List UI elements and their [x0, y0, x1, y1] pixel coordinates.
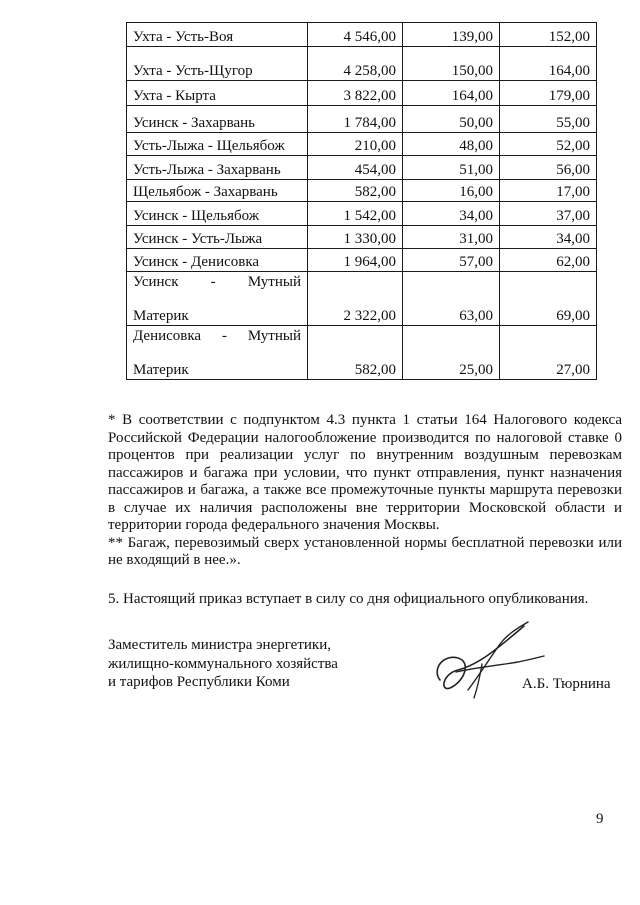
- distance-cell: 210,00: [308, 133, 403, 156]
- fare2-cell: 27,00: [500, 326, 597, 380]
- route-cell: Щельябож - Захарвань: [127, 180, 308, 202]
- fare2-cell: 69,00: [500, 272, 597, 326]
- fare2-cell: 37,00: [500, 202, 597, 226]
- position-line-3: и тарифов Республики Коми: [108, 674, 290, 690]
- footnote-baggage: ** Багаж, перевозимый сверх установленной нормы бесплатной перевозки или не входящий в нее.».: [108, 534, 622, 568]
- fare1-cell: 139,00: [403, 23, 500, 47]
- distance-cell: 2 322,00: [308, 272, 403, 326]
- table-row: [127, 180, 597, 202]
- route-cell: Усинск - Усть-Лыжа: [127, 226, 308, 249]
- table-row: [127, 326, 597, 380]
- signer-name: А.Б. Тюрнина: [522, 676, 611, 692]
- position-line-2: жилищно-коммунального хозяйства: [108, 655, 338, 672]
- fare2-cell: 52,00: [500, 133, 597, 156]
- table-row: [127, 249, 597, 272]
- fare-table: [126, 22, 597, 380]
- footnotes: [108, 412, 622, 570]
- route-line-2: Материк: [133, 308, 189, 324]
- fare2-cell: 17,00: [500, 180, 597, 202]
- fare2-cell: 34,00: [500, 226, 597, 249]
- fare2-cell: 152,00: [500, 23, 597, 47]
- fare1-cell: 31,00: [403, 226, 500, 249]
- fare1-cell: 50,00: [403, 106, 500, 133]
- distance-cell: 4 258,00: [308, 47, 403, 81]
- table-row: [127, 106, 597, 133]
- route-cell: Усть-Лыжа - Захарвань: [127, 156, 308, 180]
- signatory-position: [108, 636, 338, 692]
- route-cell: Усть-Лыжа - Щельябож: [127, 133, 308, 156]
- route-cell: Ухта - Усть-Щугор: [127, 47, 308, 81]
- fare2-cell: 55,00: [500, 106, 597, 133]
- table-row: [127, 272, 597, 326]
- fare1-cell: 150,00: [403, 47, 500, 81]
- table-row: [127, 23, 597, 47]
- fare1-cell: 164,00: [403, 81, 500, 106]
- footnote-vat: * В соответствии с подпунктом 4.3 пункта 1 статьи 164 Налогового кодекса Российской Федерации налогообложение производится по налоговой ставке 0 процентов при реализации услуг по внутренним воздушным перевозкам пассажиров и багажа при условии, что пункт отправления, пункт назначения пассажиров и багажа, а также все промежуточные пункты маршрута перевозки в случае их наличия расположены вне территории Московской области и территории города федерального значения Москвы.: [108, 412, 622, 533]
- page-number: 9: [596, 811, 604, 827]
- route-cell: Усинск - Захарвань: [127, 106, 308, 133]
- fare2-cell: 164,00: [500, 47, 597, 81]
- fare1-cell: 57,00: [403, 249, 500, 272]
- distance-cell: 582,00: [308, 326, 403, 380]
- distance-cell: 1 542,00: [308, 202, 403, 226]
- fare1-cell: 16,00: [403, 180, 500, 202]
- fare1-cell: 25,00: [403, 326, 500, 380]
- fare1-cell: 48,00: [403, 133, 500, 156]
- route-line-2: Материк: [133, 362, 189, 378]
- route-line-1: Денисовка - Мутный: [133, 328, 301, 344]
- distance-cell: 1 964,00: [308, 249, 403, 272]
- route-cell: Ухта - Усть-Воя: [127, 23, 308, 47]
- fare1-cell: 51,00: [403, 156, 500, 180]
- table-row: [127, 202, 597, 226]
- route-cell: Усинск - Щельябож: [127, 202, 308, 226]
- distance-cell: 1 784,00: [308, 106, 403, 133]
- route-cell: [127, 326, 308, 380]
- distance-cell: 582,00: [308, 180, 403, 202]
- table-row: [127, 226, 597, 249]
- distance-cell: 1 330,00: [308, 226, 403, 249]
- table-row: [127, 156, 597, 180]
- distance-cell: 4 546,00: [308, 23, 403, 47]
- route-line-1: Усинск - Мутный: [133, 274, 301, 290]
- table-row: [127, 47, 597, 81]
- route-cell: [127, 272, 308, 326]
- fare2-cell: 56,00: [500, 156, 597, 180]
- route-cell: Ухта - Кырта: [127, 81, 308, 106]
- table-row: [127, 81, 597, 106]
- fare1-cell: 63,00: [403, 272, 500, 326]
- order-clause: 5. Настоящий приказ вступает в силу со дня официального опубликования.: [108, 591, 589, 607]
- distance-cell: 3 822,00: [308, 81, 403, 106]
- fare2-cell: 179,00: [500, 81, 597, 106]
- table-row: [127, 133, 597, 156]
- fare1-cell: 34,00: [403, 202, 500, 226]
- distance-cell: 454,00: [308, 156, 403, 180]
- route-cell: Усинск - Денисовка: [127, 249, 308, 272]
- fare2-cell: 62,00: [500, 249, 597, 272]
- position-line-1: Заместитель министра энергетики,: [108, 637, 331, 653]
